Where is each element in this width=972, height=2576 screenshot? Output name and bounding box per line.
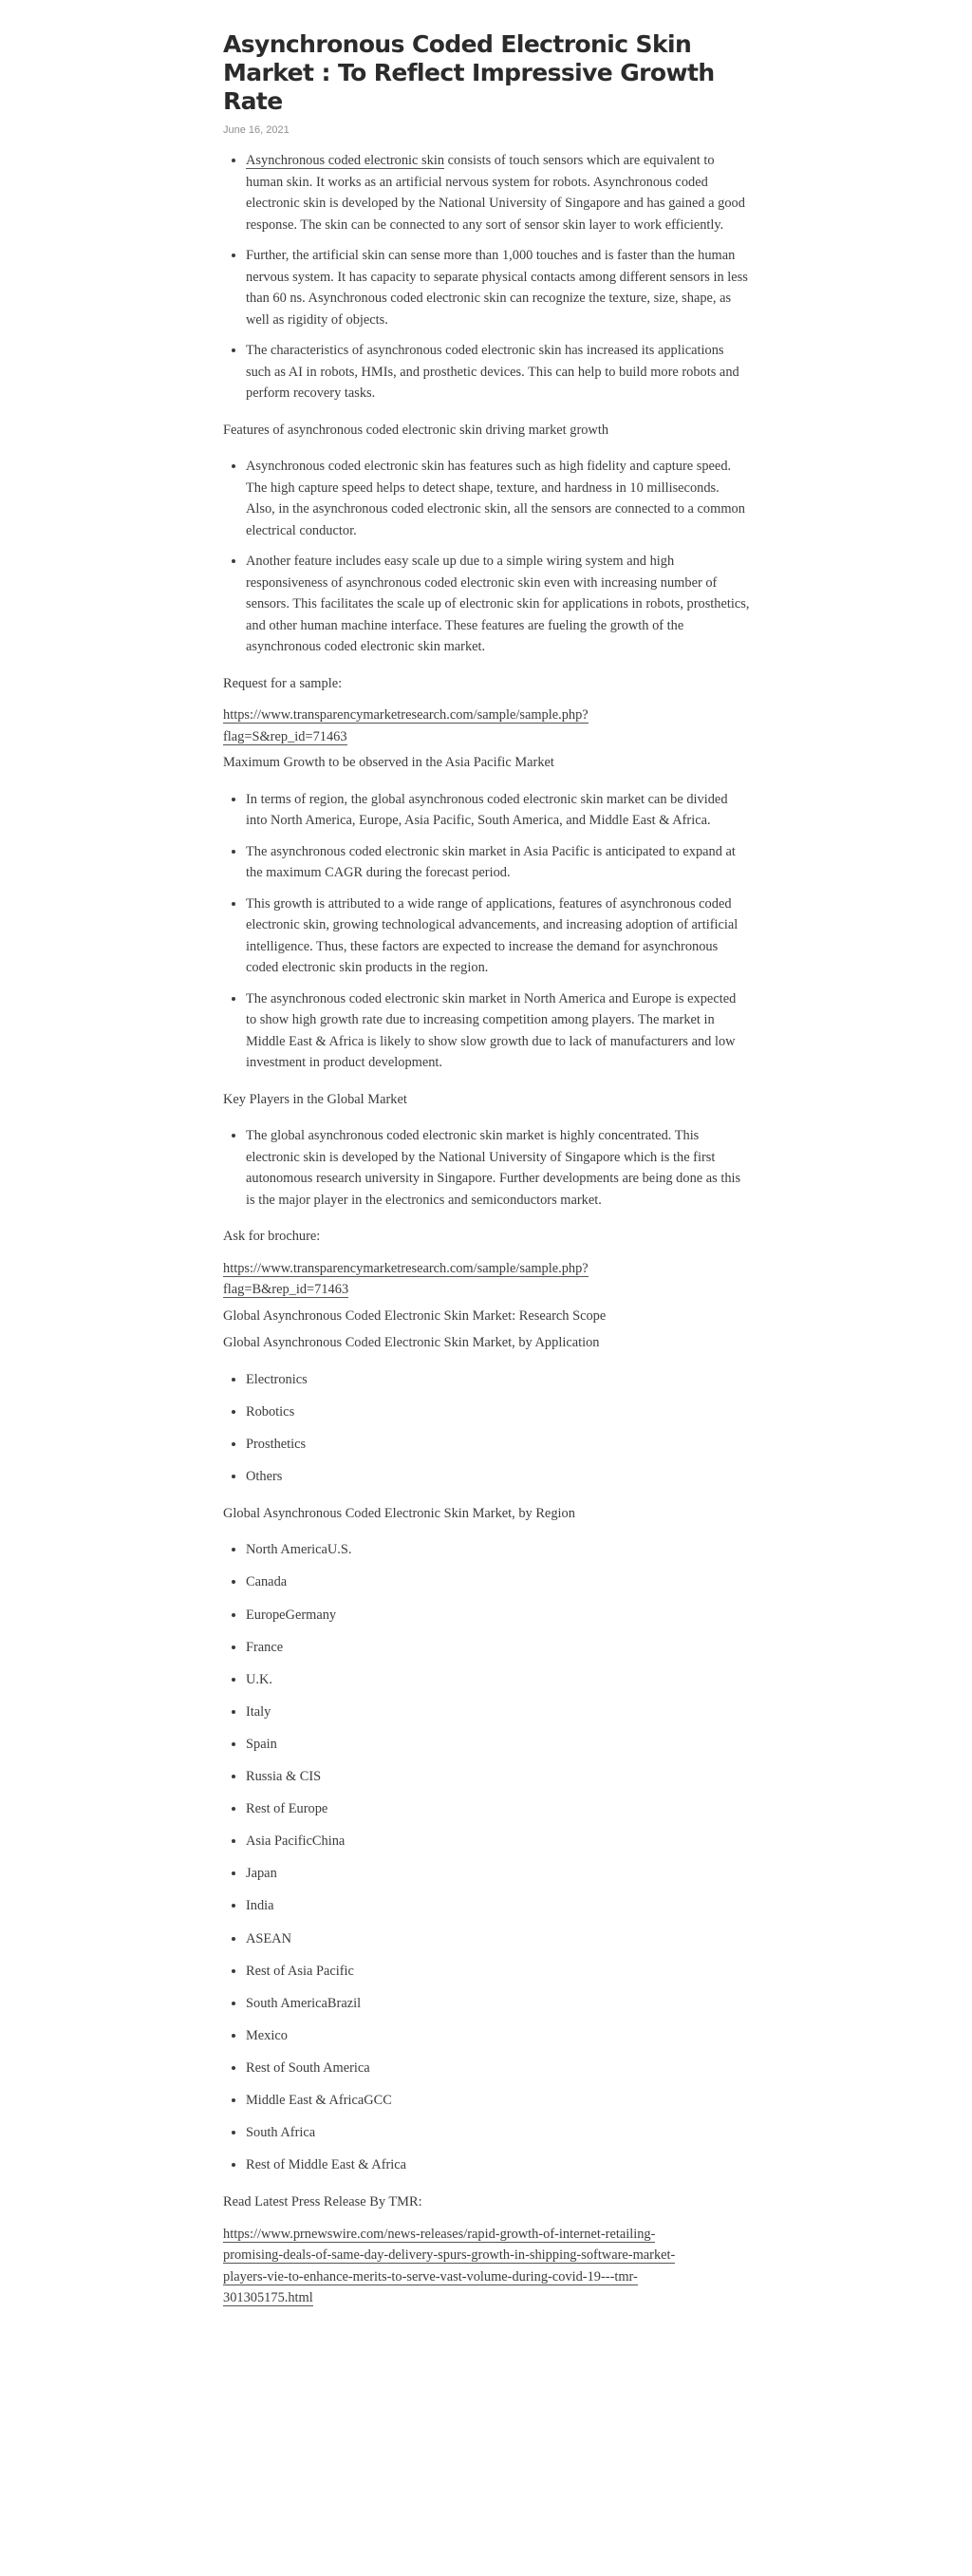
list-item: • Asynchronous coded electronic skin has features such as high fidelity and capture speed. The high capture speed helps to detect shape, texture, and hardness in 10 milliseconds. Also, in the asynchronous coded electronic skin, all the sensors are connected to a common electrical conductor.: [246, 456, 750, 541]
list-item: • Prosthetics: [246, 1434, 750, 1456]
sample-link[interactable]: [223, 707, 589, 745]
sample-link-line: flag=S&rep_id=71463: [223, 728, 347, 744]
list-item: • ASEAN: [246, 1928, 750, 1950]
list-item: • The characteristics of asynchronous coded electronic skin has increased its applications such as AI in robots, HMIs, and prosthetic devices. This can help to build more robots and perform recovery tasks.: [246, 340, 750, 404]
intro-list: [223, 150, 750, 404]
list-item: • Mexico: [246, 2025, 750, 2047]
press-release-link[interactable]: [223, 2227, 675, 2307]
list-item: • EuropeGermany: [246, 1605, 750, 1626]
press-link-line: promising-deals-of-same-day-delivery-spurs-growth-in-shipping-software-market-: [223, 2247, 676, 2264]
list-item: • In terms of region, the global asynchronous coded electronic skin market can be divided into North America, Europe, Asia Pacific, South America, and Middle East & Africa.: [246, 789, 750, 832]
product-link[interactable]: Asynchronous coded electronic skin: [246, 153, 445, 168]
press-link-line: https://www.prnewswire.com/news-releases/rapid-growth-of-internet-retailing-: [223, 2226, 656, 2242]
list-item: • Middle East & AfricaGCC: [246, 2090, 750, 2112]
list-item: • Japan: [246, 1863, 750, 1885]
list-item: • The asynchronous coded electronic skin market in North America and Europe is expected to show high growth rate due to increasing competition among players. The market in Middle East & Africa is likely to show slow growth due to lack of manufacturers and low investment in product development.: [246, 988, 750, 1074]
list-item: • India: [246, 1895, 750, 1917]
list-item: • Canada: [246, 1571, 750, 1593]
press-link-line: 301305175.html: [223, 2290, 313, 2306]
list-item: • Russia & CIS: [246, 1766, 750, 1788]
list-item: • South Africa: [246, 2122, 750, 2144]
section-heading-application: Global Asynchronous Coded Electronic Skin Market, by Application: [223, 1335, 600, 1350]
list-item: • Electronics: [246, 1369, 750, 1391]
list-item: • South AmericaBrazil: [246, 1993, 750, 2015]
press-label: Read Latest Press Release By TMR:: [223, 2194, 422, 2210]
brochure-link[interactable]: [223, 1261, 589, 1299]
list-item: • Italy: [246, 1702, 750, 1723]
sample-label: Request for a sample:: [223, 675, 343, 691]
region-list: [223, 1539, 750, 2175]
brochure-link-line: flag=B&rep_id=71463: [223, 1282, 349, 1297]
article-title: Asynchronous Coded Electronic Skin Market : To Reflect Impressive Growth Rate: [223, 30, 715, 115]
brochure-label: Ask for brochure:: [223, 1229, 321, 1244]
list-item: • Rest of South America: [246, 2058, 750, 2079]
section-heading-asia: Maximum Growth to be observed in the Asia Pacific Market: [223, 755, 554, 770]
section-heading-scope: Global Asynchronous Coded Electronic Skin Market: Research Scope: [223, 1307, 607, 1324]
list-item: • This growth is attributed to a wide range of applications, features of asynchronous coded electronic skin, growing technological advancements, and increasing adoption of artificial intelligence. Thus, these factors are expected to increase the demand for asynchronous coded electronic skin products in the region.: [246, 893, 750, 979]
list-item: • Further, the artificial skin can sense more than 1,000 touches and is faster than the human nervous system. It has capacity to separate physical contacts among different sensors in less than 60 ns. Asynchronous coded electronic skin can recognize the texture, size, shape, as well as rigidity of objects.: [246, 245, 750, 330]
section-heading-region: Global Asynchronous Coded Electronic Skin Market, by Region: [223, 1505, 575, 1521]
press-link-paragraph: [223, 2224, 750, 2309]
press-link-line: players-vie-to-enhance-merits-to-serve-vast-volume-during-covid-19---tmr-: [223, 2268, 638, 2285]
list-item: • The asynchronous coded electronic skin market in Asia Pacific is anticipated to expand at the maximum CAGR during the forecast period.: [246, 841, 750, 884]
list-item: • Others: [246, 1466, 750, 1488]
list-item: • Rest of Asia Pacific: [246, 1961, 750, 1983]
list-item-text: consists of touch sensors which are equivalent to human skin. It works as an artificial nervous system for robots. Asynchronous coded electronic skin is developed by the National University of Singapore and has gained a good response. The skin can be connected to any sort of sensor skin layer to work efficiently.: [246, 153, 745, 233]
list-item: • Rest of Middle East & Africa: [246, 2154, 750, 2176]
list-item: [246, 150, 750, 235]
section-heading-features: Features of asynchronous coded electronic skin driving market growth: [223, 422, 609, 438]
players-list: [223, 1125, 750, 1211]
features-list: [223, 456, 750, 658]
sample-link-line: https://www.transparencymarketresearch.com/sample/sample.php?: [223, 707, 589, 723]
section-heading-players: Key Players in the Global Market: [223, 1091, 407, 1107]
list-item: • France: [246, 1637, 750, 1659]
application-list: [223, 1369, 750, 1488]
asia-list: [223, 789, 750, 1074]
article: [223, 0, 750, 2309]
list-item: • North AmericaU.S.: [246, 1539, 750, 1561]
list-item: • Asia PacificChina: [246, 1831, 750, 1852]
list-item: • Rest of Europe: [246, 1798, 750, 1820]
list-item: • Spain: [246, 1734, 750, 1756]
sample-link-paragraph: [223, 705, 750, 747]
list-item: • U.K.: [246, 1669, 750, 1691]
list-item: • Robotics: [246, 1401, 750, 1423]
brochure-link-paragraph: [223, 1258, 750, 1301]
list-item: • The global asynchronous coded electronic skin market is highly concentrated. This electronic skin is developed by the National University of Singapore which is the first autonomous research university in Singapore. Further developments are being done as this is the major player in the electronics and semiconductors market.: [246, 1125, 750, 1211]
publish-date: June 16, 2021: [223, 124, 290, 136]
list-item: • Another feature includes easy scale up due to a simple wiring system and high responsiveness of asynchronous coded electronic skin even with increasing number of sensors. This facilitates the scale up of electronic skin for applications in robots, prosthetics, and other human machine interface. These features are fueling the growth of the asynchronous coded electronic skin market.: [246, 551, 750, 658]
brochure-link-line: https://www.transparencymarketresearch.com/sample/sample.php?: [223, 1260, 589, 1276]
